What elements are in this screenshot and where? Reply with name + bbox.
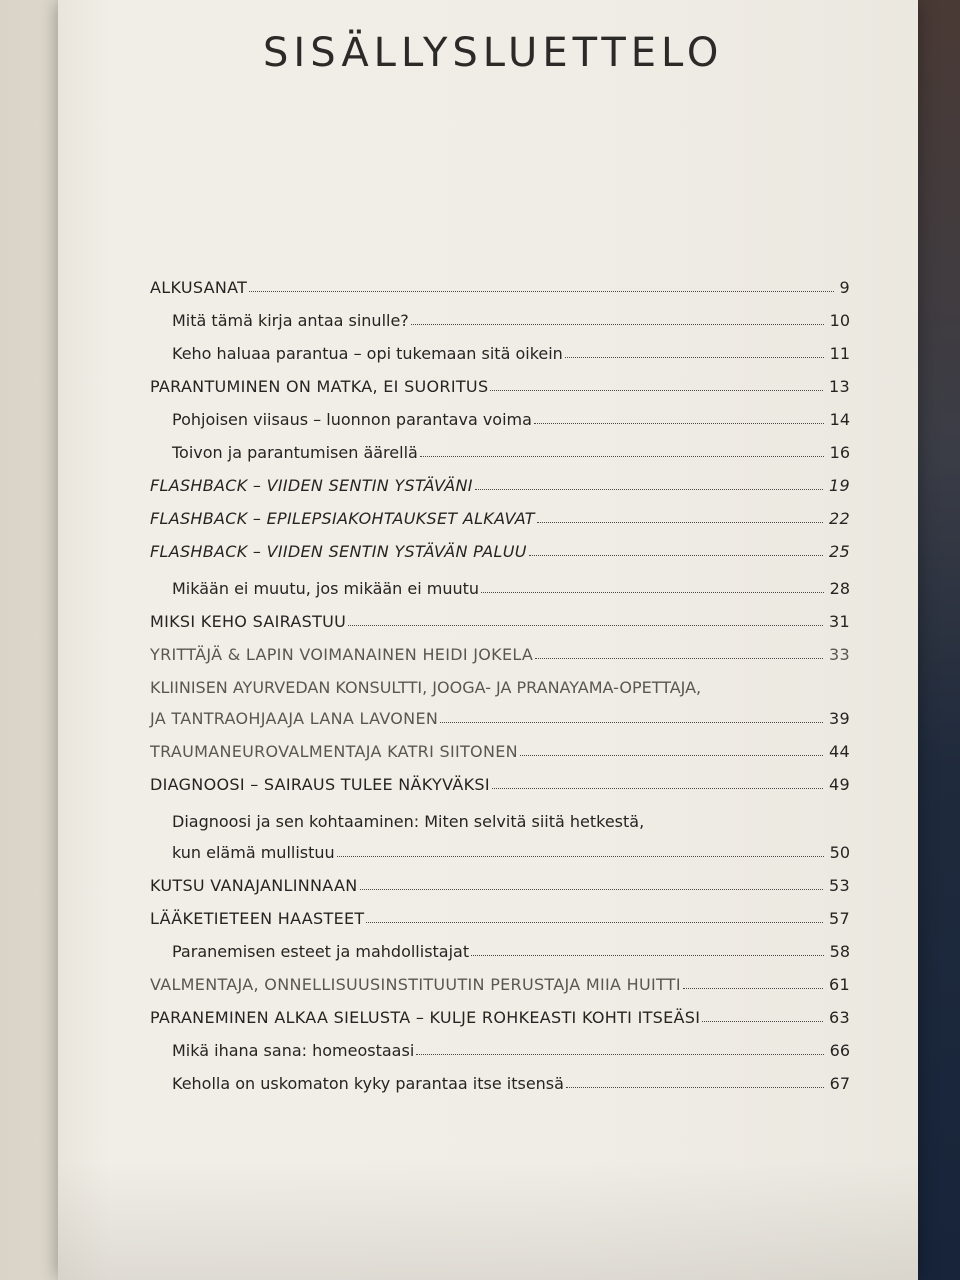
toc-page-number: 10 xyxy=(829,311,850,330)
toc-page-number: 9 xyxy=(839,278,850,297)
toc-entry[interactable] xyxy=(150,1041,850,1060)
toc-page-number: 44 xyxy=(829,742,850,761)
toc-page-number: 16 xyxy=(829,443,850,462)
toc-leader xyxy=(535,658,823,659)
toc-entry[interactable] xyxy=(150,612,850,631)
toc-entry-title: PARANTUMINEN ON MATKA, EI SUORITUS xyxy=(150,377,489,396)
toc-entry-multiline[interactable] xyxy=(150,678,850,728)
toc-leader xyxy=(440,722,823,723)
toc-leader xyxy=(471,955,824,956)
toc-entry-title: LÄÄKETIETEEN HAASTEET xyxy=(150,909,365,928)
toc-entry-continuation xyxy=(150,709,850,728)
toc-entry[interactable] xyxy=(150,775,850,794)
page-shadow xyxy=(58,1160,918,1280)
toc-entry-title: Mitä tämä kirja antaa sinulle? xyxy=(172,311,409,330)
toc-leader xyxy=(683,988,823,989)
toc-page-number: 25 xyxy=(829,542,850,561)
toc-entry[interactable] xyxy=(150,344,850,363)
toc-page-number: 19 xyxy=(829,476,850,495)
toc-leader xyxy=(520,755,823,756)
toc-page-number: 13 xyxy=(829,377,850,396)
toc-leader xyxy=(565,357,824,358)
toc-entry-title: FLASHBACK – VIIDEN SENTIN YSTÄVÄN PALUU xyxy=(150,542,527,561)
toc-entry-title: Paranemisen esteet ja mahdollistajat xyxy=(172,942,470,961)
toc-page-number: 50 xyxy=(829,843,850,862)
book-page xyxy=(58,0,918,1280)
toc-page-number: 11 xyxy=(829,344,850,363)
toc-entry[interactable] xyxy=(150,1074,850,1093)
toc-page-number: 63 xyxy=(829,1008,850,1027)
toc-entry[interactable] xyxy=(150,876,850,895)
toc-entry[interactable] xyxy=(150,410,850,429)
toc-leader xyxy=(492,788,823,789)
toc-leader xyxy=(420,456,824,457)
toc-page-number: 33 xyxy=(829,645,850,664)
toc-entry-title-cont: JA TANTRAOHJAAJA LANA LAVONEN xyxy=(150,709,439,728)
toc-entry-title: FLASHBACK – EPILEPSIAKOHTAUKSET ALKAVAT xyxy=(150,509,535,528)
toc-leader xyxy=(481,592,824,593)
toc-entry[interactable] xyxy=(150,278,850,297)
toc-page-number: 28 xyxy=(829,579,850,598)
toc-entry-title: YRITTÄJÄ & LAPIN VOIMANAINEN HEIDI JOKELA xyxy=(150,645,534,664)
toc-entry-title: VALMENTAJA, ONNELLISUUSINSTITUUTIN PERUSTAJA MIIA HUITTI xyxy=(150,975,681,994)
toc-leader xyxy=(475,489,823,490)
toc-leader xyxy=(490,390,823,391)
toc-leader xyxy=(534,423,824,424)
toc-leader xyxy=(366,922,823,923)
toc-entry[interactable] xyxy=(150,942,850,961)
toc-entry[interactable] xyxy=(150,645,850,664)
toc-page-number: 57 xyxy=(829,909,850,928)
toc-entry-title: PARANEMINEN ALKAA SIELUSTA – KULJE ROHKEASTI KOHTI ITSEÄSI xyxy=(150,1008,701,1027)
toc-leader xyxy=(360,889,824,890)
toc-page-number: 53 xyxy=(829,876,850,895)
toc-page-number: 49 xyxy=(829,775,850,794)
toc-page-number: 67 xyxy=(829,1074,850,1093)
toc-entry-title: MIKSI KEHO SAIRASTUU xyxy=(150,612,347,631)
toc-entry[interactable] xyxy=(150,579,850,598)
toc-entry-title: Mikään ei muutu, jos mikään ei muutu xyxy=(172,579,480,598)
toc-leader xyxy=(416,1054,823,1055)
table-of-contents xyxy=(150,270,850,1093)
toc-entry-title: KLIINISEN AYURVEDAN KONSULTTI, JOOGA- JA PRANAYAMA-OPETTAJA, xyxy=(150,678,702,697)
toc-entry-title: TRAUMANEUROVALMENTAJA KATRI SIITONEN xyxy=(150,742,518,761)
toc-entry-title: Pohjoisen viisaus – luonnon parantava voima xyxy=(172,410,532,429)
toc-entry-title: DIAGNOOSI – SAIRAUS TULEE NÄKYVÄKSI xyxy=(150,775,490,794)
toc-entry[interactable] xyxy=(150,509,850,528)
toc-leader xyxy=(348,625,823,626)
toc-entry[interactable] xyxy=(150,909,850,928)
toc-page-number: 58 xyxy=(829,942,850,961)
toc-page-number: 31 xyxy=(829,612,850,631)
toc-entry[interactable] xyxy=(150,377,850,396)
toc-leader xyxy=(702,1021,823,1022)
toc-leader xyxy=(249,291,833,292)
toc-entry[interactable] xyxy=(150,311,850,330)
toc-leader xyxy=(337,856,824,857)
toc-entry-title: Diagnoosi ja sen kohtaaminen: Miten selvitä siitä hetkestä, xyxy=(172,812,645,831)
toc-entry[interactable] xyxy=(150,1008,850,1027)
toc-page-number: 39 xyxy=(829,709,850,728)
toc-page-number: 66 xyxy=(829,1041,850,1060)
toc-entry-continuation xyxy=(172,843,850,862)
toc-leader xyxy=(411,324,824,325)
toc-leader xyxy=(529,555,823,556)
toc-page-number: 14 xyxy=(829,410,850,429)
toc-entry-title: Keholla on uskomaton kyky parantaa itse itsensä xyxy=(172,1074,564,1093)
toc-entry-title: Keho haluaa parantua – opi tukemaan sitä oikein xyxy=(172,344,563,363)
toc-entry-title: Toivon ja parantumisen äärellä xyxy=(172,443,418,462)
toc-entry[interactable] xyxy=(150,476,850,495)
toc-entry[interactable] xyxy=(150,742,850,761)
toc-entry[interactable] xyxy=(150,443,850,462)
toc-entry[interactable] xyxy=(150,542,850,561)
toc-page-number: 22 xyxy=(829,509,850,528)
toc-entry-title-cont: kun elämä mullistuu xyxy=(172,843,335,862)
toc-leader xyxy=(537,522,823,523)
toc-entry-title: KUTSU VANAJANLINNAAN xyxy=(150,876,358,895)
toc-entry-title: FLASHBACK – VIIDEN SENTIN YSTÄVÄNI xyxy=(150,476,473,495)
toc-entry[interactable] xyxy=(150,975,850,994)
page-title: SISÄLLYSLUETTELO xyxy=(263,30,724,76)
toc-entry-title: ALKUSANAT xyxy=(150,278,248,297)
toc-entry-multiline[interactable] xyxy=(150,812,850,862)
toc-entry-title: Mikä ihana sana: homeostaasi xyxy=(172,1041,415,1060)
toc-leader xyxy=(566,1087,824,1088)
toc-page-number: 61 xyxy=(829,975,850,994)
